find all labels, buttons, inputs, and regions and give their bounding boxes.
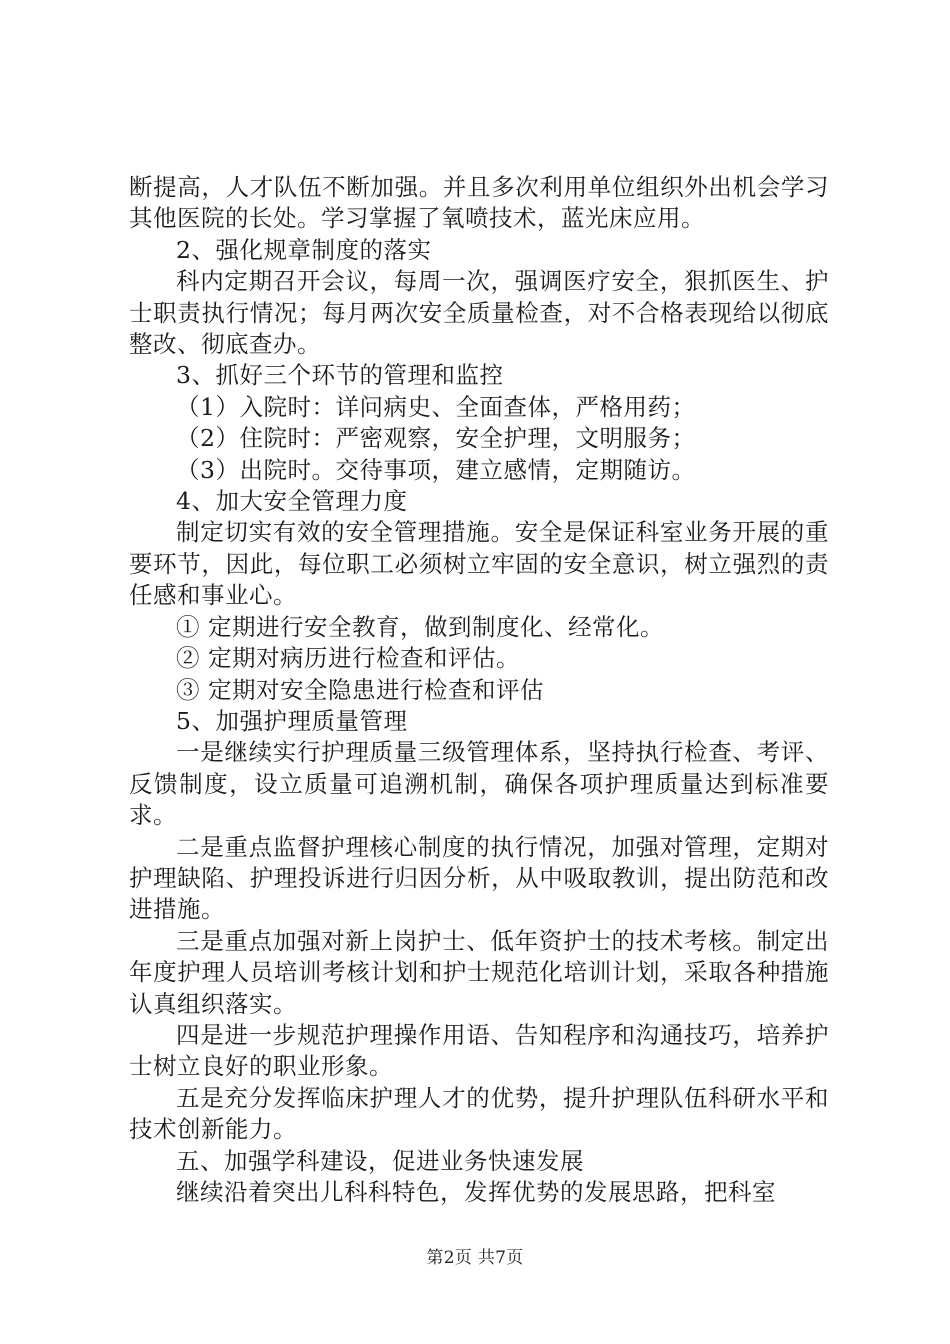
section-heading: 2、强化规章制度的落实 [176, 235, 432, 264]
paragraph: 制定切实有效的安全管理措施。安全是保证科室业务开展的重要环节，因此，每位职工必须树立牢固的安全意识，树立强烈的责任感和事业心。 [129, 518, 829, 610]
paragraph: 五是充分发挥临床护理人才的优势，提升护理队伍科研水平和技术创新能力。 [129, 1083, 829, 1144]
paragraph: 继续沿着突出儿科科特色，发挥优势的发展思路，把科室 [176, 1178, 776, 1206]
list-item: ② 定期对病历进行检查和评估。 [176, 644, 520, 673]
list-item: （3）出院时。交待事项，建立感情，定期随访。 [176, 455, 696, 484]
document-body [129, 172, 829, 1208]
paragraph: 四是进一步规范护理操作用语、告知程序和沟通技巧，培养护士树立良好的职业形象。 [129, 1020, 829, 1081]
section-heading: 3、抓好三个环节的管理和监控 [176, 361, 504, 390]
paragraph: 断提高，人才队伍不断加强。并且多次利用单位组织外出机会学习其他医院的长处。学习掌握了氧喷技术，蓝光床应用。 [129, 173, 829, 233]
section-heading: 5、加强护理质量管理 [176, 706, 408, 735]
list-item: ① 定期进行安全教育，做到制度化、经常化。 [176, 612, 664, 641]
section-heading: 五、加强学科建设，促进业务快速发展 [176, 1146, 584, 1175]
page-footer: 第2页 共7页 [426, 1248, 524, 1268]
paragraph: 一是继续实行护理质量三级管理体系，坚持执行检查、考评、反馈制度，设立质量可追溯机制，确保各项护理质量达到标准要求。 [129, 738, 829, 830]
section-heading: 4、加大安全管理力度 [176, 487, 408, 516]
list-item: （2）住院时：严密观察，安全护理，文明服务； [176, 424, 696, 453]
list-item: ③ 定期对安全隐患进行检查和评估 [176, 675, 544, 704]
paragraph: 三是重点加强对新上岗护士、低年资护士的技术考核。制定出年度护理人员培训考核计划和护士规范化培训计划，采取各种措施认真组织落实。 [129, 926, 829, 1018]
list-item: （1）入院时：详问病史、全面查体，严格用药； [176, 392, 696, 421]
paragraph: 科内定期召开会议，每周一次，强调医疗安全，狠抓医生、护士职责执行情况；每月两次安全质量检查，对不合格表现给以彻底整改、彻底查办。 [129, 267, 829, 359]
paragraph: 二是重点监督护理核心制度的执行情况，加强对管理，定期对护理缺陷、护理投诉进行归因分析，从中吸取教训，提出防范和改进措施。 [129, 832, 829, 924]
